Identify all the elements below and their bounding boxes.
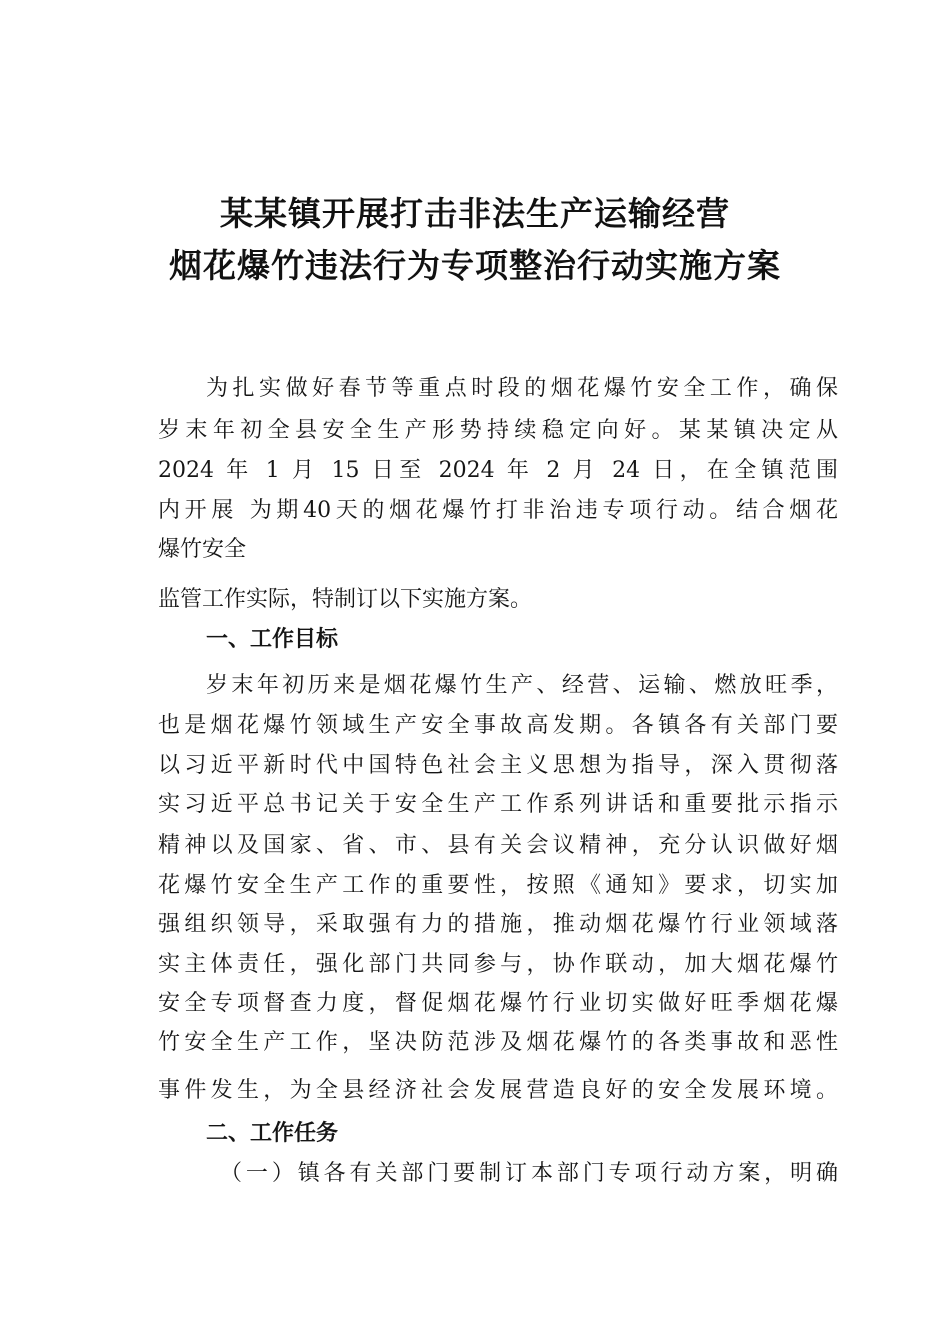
paragraph-line: 安全专项督查力度，督促烟花爆竹行业切实做好旺季烟花爆 [158, 991, 838, 1016]
paragraph-line: （一）镇各有关部门要制订本部门专项行动方案，明确 [220, 1161, 838, 1186]
paragraph-line: 精神以及国家、省、市、县有关会议精神，充分认识做好烟 [158, 833, 838, 858]
paragraph-line: 岁末年初全县安全生产形势持续稳定向好。某某镇决定从 [158, 418, 838, 443]
paragraph-line: 岁末年初历来是烟花爆竹生产、经营、运输、燃放旺季， [206, 673, 838, 698]
paragraph-line: 也是烟花爆竹领域生产安全事故高发期。各镇各有关部门要 [158, 713, 838, 738]
paragraph-line: 内开展 为期40天的烟花爆竹打非治违专项行动。结合烟花 [158, 498, 838, 523]
section-heading-tasks: 二、工作任务 [206, 1121, 339, 1146]
paragraph-line: 实主体责任，强化部门共同参与，协作联动，加大烟花爆竹 [158, 952, 838, 977]
paragraph-line: 事件发生，为全县经济社会发展营造良好的安全发展环境。 [158, 1078, 838, 1103]
paragraph-line: 竹安全生产工作，坚决防范涉及烟花爆竹的各类事故和恶性 [158, 1030, 838, 1055]
paragraph-line: 为扎实做好春节等重点时段的烟花爆竹安全工作，确保 [206, 376, 838, 401]
paragraph-line: 花爆竹安全生产工作的重要性，按照《通知》要求，切实加 [158, 873, 838, 898]
document-title-line-2: 烟花爆竹违法行为专项整治行动实施方案 [169, 246, 781, 285]
paragraph-line: 以习近平新时代中国特色社会主义思想为指导，深入贯彻落 [158, 753, 838, 778]
paragraph-line: 监管工作实际，特制订以下实施方案。 [158, 587, 533, 612]
paragraph-line: 实习近平总书记关于安全生产工作系列讲话和重要批示指示 [158, 792, 838, 817]
paragraph-line: 强组织领导，采取强有力的措施，推动烟花爆竹行业领域落 [158, 912, 838, 937]
paragraph-line: 2024 年 1 月 15 日至 2024 年 2 月 24 日，在全镇范围 [158, 458, 838, 483]
section-heading-goals: 一、工作目标 [206, 627, 339, 652]
document-title-line-1: 某某镇开展打击非法生产运输经营 [220, 194, 730, 233]
paragraph-line: 爆竹安全 [158, 537, 247, 562]
